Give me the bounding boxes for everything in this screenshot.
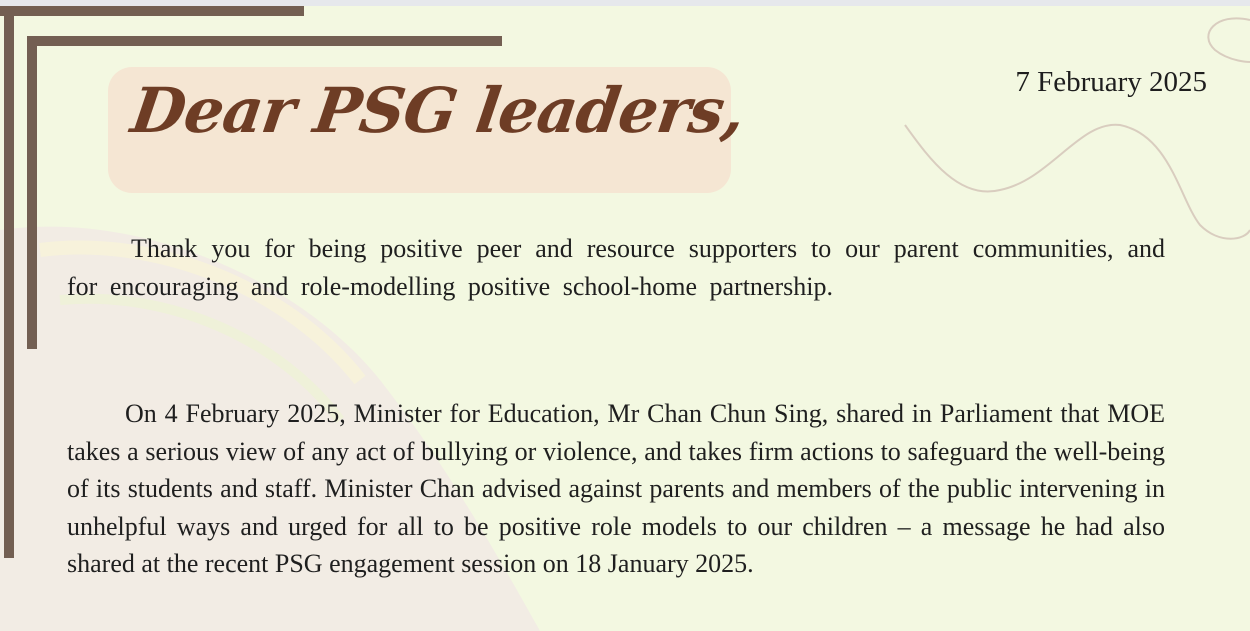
paragraph-minister-statement: On 4 February 2025, Minister for Education, Mr Chan Chun Sing, shared in Parliament that MOE takes a serious view of any act of bullying or violence, and takes firm actions to safeguard the well-being of its students and staff. Minister Chan advised against parents and members of the public intervening in unhelpful ways and urged for all to be positive role models to our children – a message he had also shared at the recent PSG engagement session on 18 January 2025. <box>67 399 1165 578</box>
paragraph-thanks: Thank you for being positive peer and resource supporters to our parent communities, and for encouraging and role-modelling positive school-home partnership. <box>67 234 1165 301</box>
squiggle-line <box>905 125 1250 239</box>
greeting-heading: Dear PSG leaders, <box>126 74 749 147</box>
frame-bar-top-inner <box>27 36 502 46</box>
letter-date: 7 February 2025 <box>1015 66 1207 98</box>
frame-bar-left-inner <box>27 36 37 349</box>
frame-bar-top-outer <box>0 6 304 16</box>
frame-bar-left-outer <box>4 6 14 558</box>
corner-loop <box>1208 18 1250 62</box>
